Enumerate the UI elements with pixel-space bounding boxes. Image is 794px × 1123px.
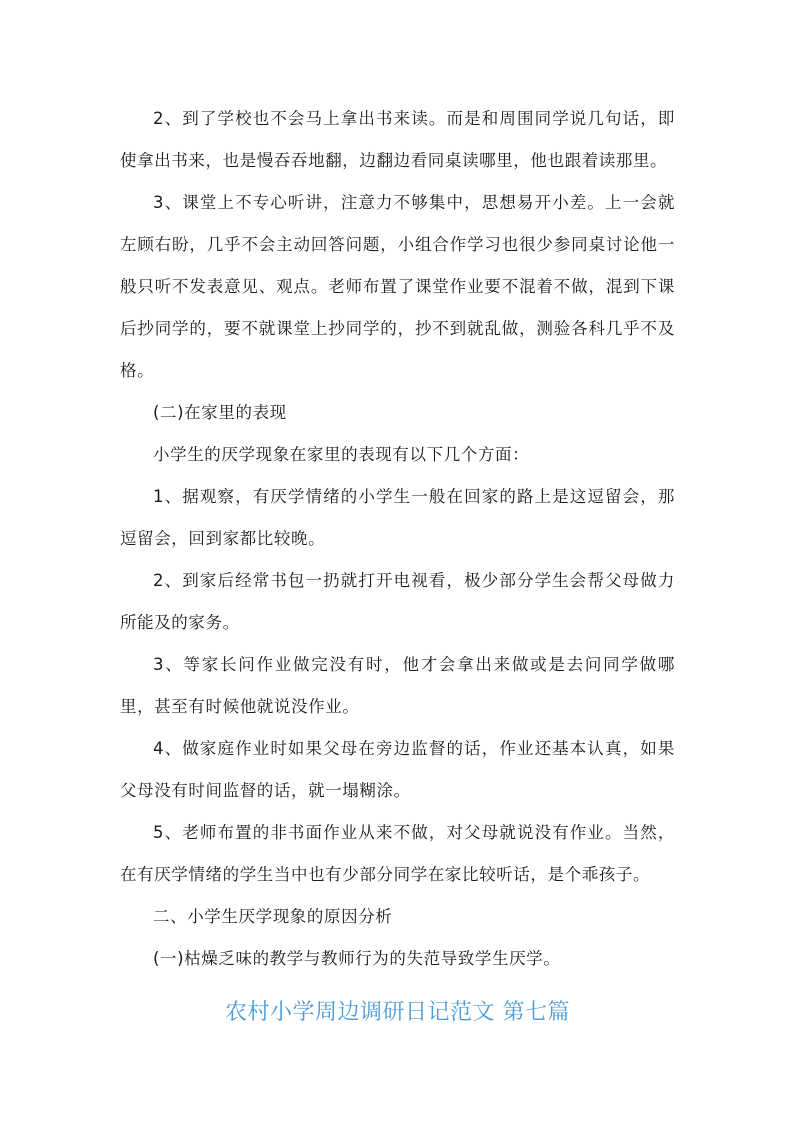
- paragraph-home-item-4: 4、做家庭作业时如果父母在旁边监督的话，作业还基本认真，如果父母没有时间监督的话，就一塌糊涂。: [120, 739, 675, 800]
- paragraph-home-item-5: 5、老师布置的非书面作业从来不做，对父母就说没有作业。当然，在有厌学情绪的学生当中也有少部分同学在家比较听话，是个乖孩子。: [120, 823, 675, 884]
- paragraph-home-intro: 小学生的厌学现象在家里的表现有以下几个方面：: [153, 445, 530, 464]
- paragraph-home-item-1: 1、据观察，有厌学情绪的小学生一般在回家的路上是这逗留会，那逗留会，回到家都比较晚。: [120, 487, 675, 548]
- paragraph-home-item-2: 2、到家后经常书包一扔就打开电视看，极少部分学生会帮父母做力所能及的家务。: [120, 571, 675, 632]
- subheading-teaching-cause: (一)枯燥乏味的教学与教师行为的失范导致学生厌学。: [153, 949, 561, 968]
- paragraph-classroom-behavior: 3、课堂上不专心听讲，注意力不够集中，思想易开小差。上一会就左顾右盼，几乎不会主动回答问题，小组合作学习也很少参同桌讨论他一般只听不发表意见、观点。老师布置了课堂作业要不混着不做，混到下课后抄同学的，要不就课堂上抄同学的，抄不到就乱做，测验各科几乎不及格。: [120, 193, 675, 380]
- document-page: [120, 98, 675, 1034]
- article-title: 农村小学周边调研日记范文 第七篇: [225, 1000, 570, 1025]
- subheading-home-performance: (二)在家里的表现: [153, 403, 287, 422]
- section-heading-cause-analysis: 二、小学生厌学现象的原因分析: [153, 907, 393, 926]
- paragraph-home-item-3: 3、等家长问作业做完没有时，他才会拿出来做或是去问同学做哪里，甚至有时候他就说没作业。: [120, 655, 675, 716]
- paragraph-school-arrival: 2、到了学校也不会马上拿出书来读。而是和周围同学说几句话，即使拿出书来，也是慢吞吞地翻，边翻边看同桌读哪里，他也跟着读那里。: [120, 109, 675, 170]
